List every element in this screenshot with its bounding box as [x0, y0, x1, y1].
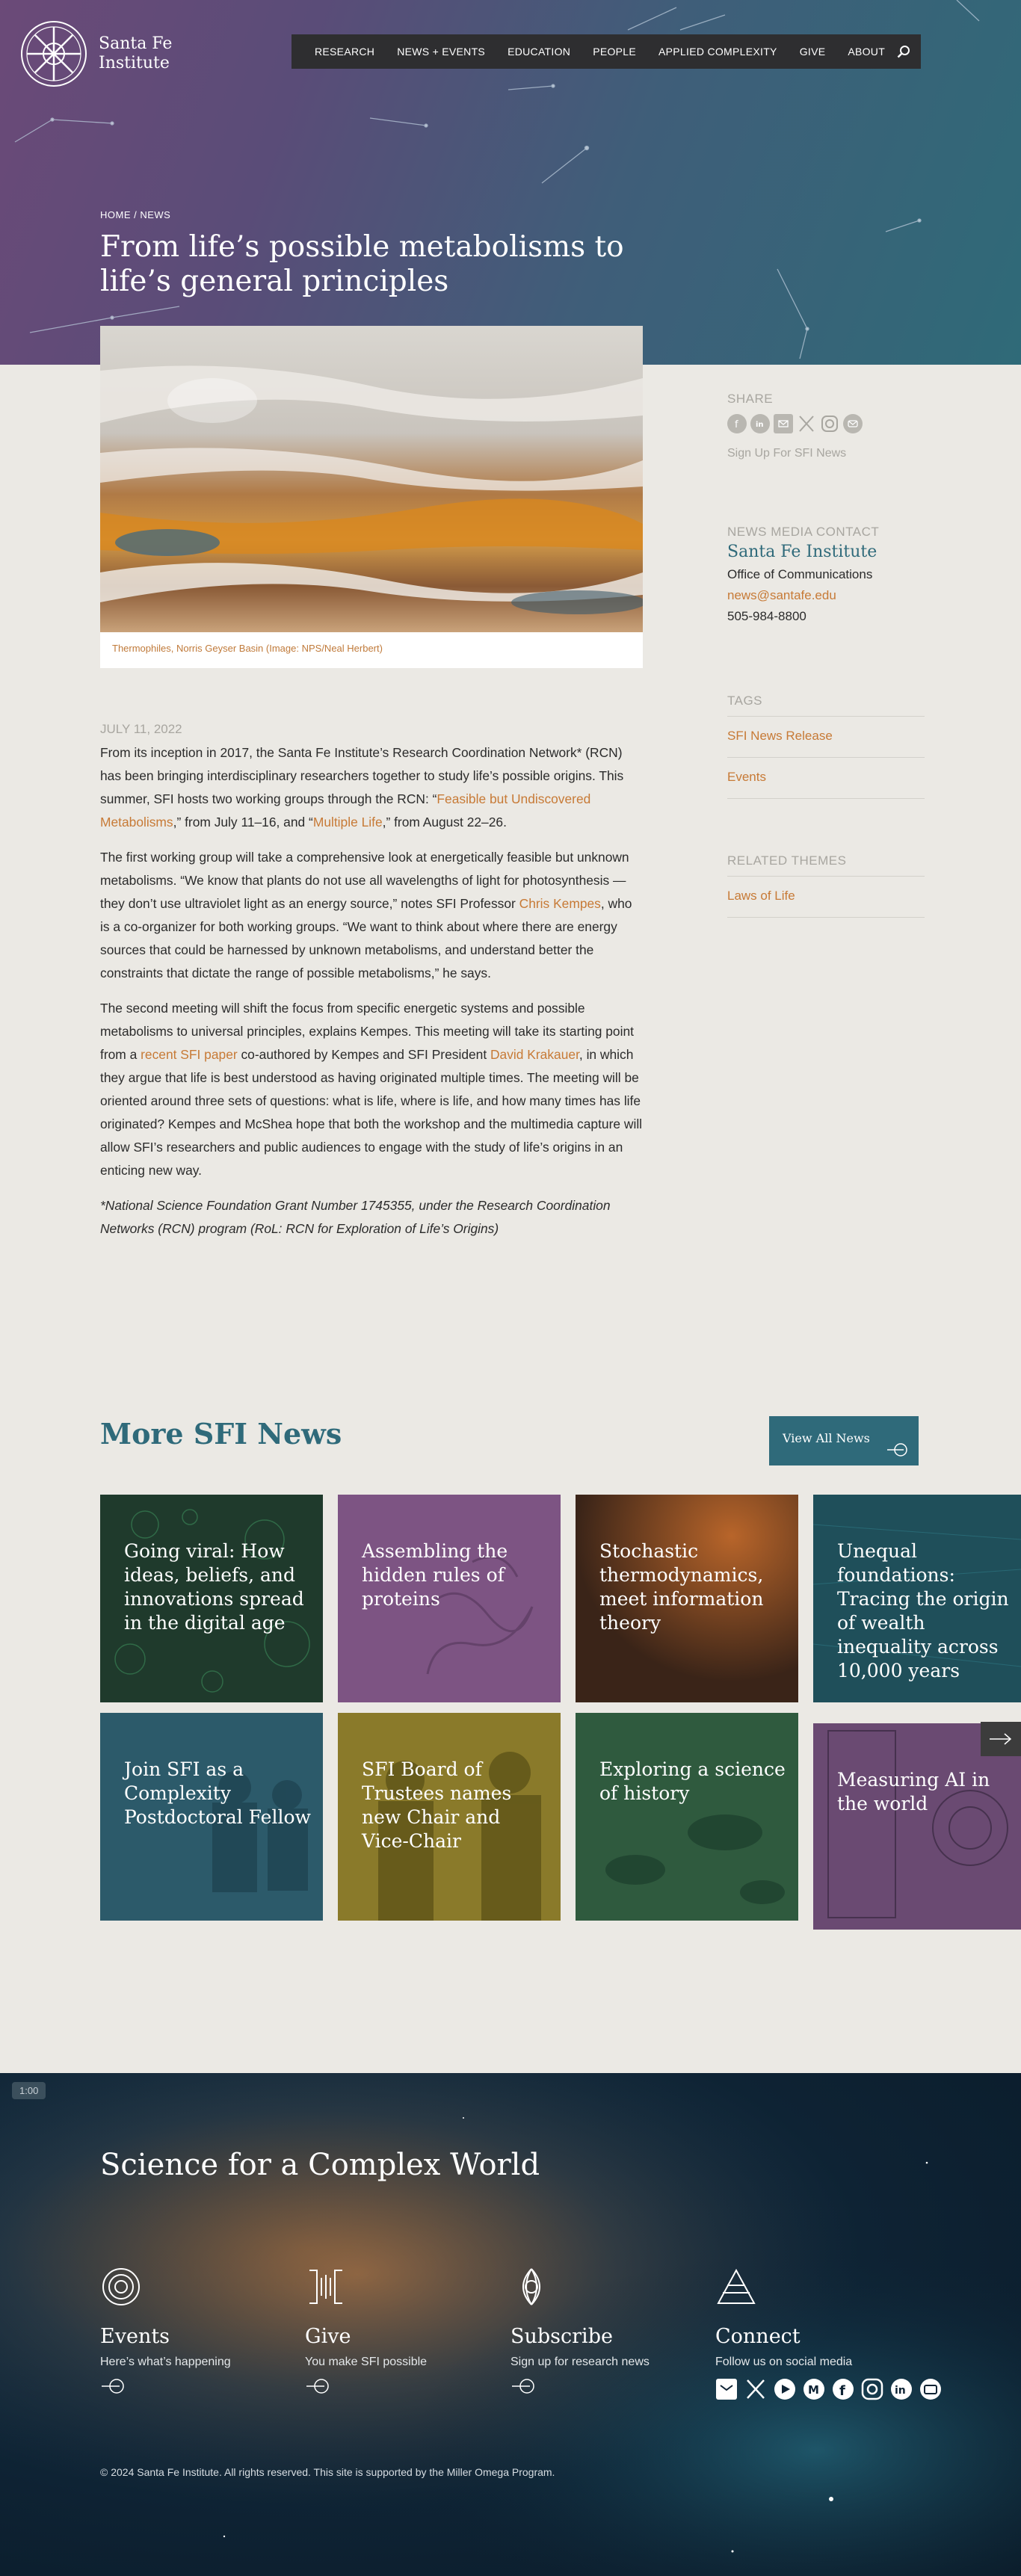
connect-icon — [715, 2266, 757, 2308]
paragraph-1: From its inception in 2017, the Santa Fe Institute’s Research Coordination Network* (RCN) has been bringing interdisciplinary researchers together to study life’s possible origins. This summer, SFI hosts two working groups through the RCN: “Feasible but Undiscovered Metabolisms,” from July 11–16, and “Multiple Life,” from August 22–26. — [100, 745, 624, 830]
breadcrumb[interactable]: HOME / NEWS — [100, 209, 171, 220]
news-card-7[interactable] — [576, 1713, 798, 1921]
contact-email[interactable]: news@santafe.edu — [727, 588, 836, 602]
svg-text:in: in — [756, 421, 764, 429]
footer-col-heading: Give — [305, 2325, 351, 2348]
footer-col-sub: Here’s what’s happening — [100, 2356, 231, 2368]
contact-section — [727, 525, 879, 624]
instagram-icon[interactable] — [820, 414, 839, 433]
card-title: Assembling the hidden rules of proteins — [362, 1540, 508, 1610]
card-title: Unequal foundations: Tracing the origin of wealth inequality across 10,000 years — [837, 1540, 1009, 1681]
footer-col-heading: Connect — [715, 2325, 801, 2348]
news-card-6[interactable] — [338, 1713, 561, 1921]
tags-heading: TAGS — [727, 694, 763, 708]
page-title: From life’s possible metabolisms to life’s general principles — [100, 230, 624, 298]
hero-figure — [100, 326, 643, 668]
footer-col-subscribe[interactable] — [510, 2266, 650, 2398]
arrow-right-icon — [510, 2378, 650, 2398]
logo[interactable] — [19, 19, 172, 88]
tag-events[interactable]: Events — [727, 757, 925, 799]
target-icon — [100, 2266, 142, 2308]
footer-col-give[interactable] — [305, 2266, 427, 2398]
footer-col-sub: Follow us on social media — [715, 2356, 853, 2368]
tags-section — [727, 694, 925, 799]
card-title: Exploring a science of history — [599, 1758, 786, 1804]
card-texture — [576, 1713, 798, 1921]
contact-phone: 505-984-8800 — [727, 609, 806, 623]
svg-text:M: M — [808, 2383, 819, 2397]
figure-caption: Thermophiles, Norris Geyser Basin (Image: NPS/Neal Herbert) — [112, 643, 383, 654]
contact-name: Santa Fe Institute — [727, 543, 877, 561]
tag-sfi-news-release[interactable]: SFI News Release — [727, 716, 925, 757]
news-card-4[interactable] — [813, 1495, 1021, 1702]
article-body — [100, 722, 643, 1253]
medium-icon[interactable] — [803, 2378, 825, 2404]
sfi-logo-icon — [19, 19, 88, 88]
logo-text-line2: Institute — [99, 54, 170, 72]
x-icon[interactable] — [744, 2378, 767, 2404]
card-title: Going viral: How ideas, beliefs, and innovations spread in the digital age — [124, 1540, 304, 1634]
link-chris-kempes[interactable]: Chris Kempes — [519, 896, 601, 911]
footnote: *National Science Foundation Grant Number 1745355, under the Research Coordination Networks (RCN) program (RoL: RCN for Exploration of Life’s Origins) — [100, 1198, 611, 1236]
card-title: Stochastic thermodynamics, meet information theory — [599, 1540, 764, 1634]
nav-applied-complexity[interactable]: APPLIED COMPLEXITY — [658, 46, 777, 58]
timer-badge: 1:00 — [12, 2082, 46, 2099]
share-section — [727, 392, 863, 460]
youtube-icon[interactable] — [774, 2378, 796, 2404]
copyright: © 2024 Santa Fe Institute. All rights reserved. This site is supported by the Miller Omega Program. — [100, 2466, 555, 2478]
footer-col-heading: Subscribe — [510, 2325, 613, 2348]
link-feasible-metabolisms[interactable]: Feasible but Undiscovered Metabolisms — [100, 791, 591, 830]
link-david-krakauer[interactable]: David Krakauer — [490, 1047, 579, 1062]
svg-text:f: f — [839, 2383, 845, 2399]
subscribe-icon — [510, 2266, 552, 2308]
card-title: Join SFI as a Complexity Postdoctoral Fellow — [124, 1758, 311, 1828]
arrow-right-icon — [305, 2378, 427, 2398]
themes-heading: RELATED THEMES — [727, 853, 847, 868]
news-card-3[interactable] — [576, 1495, 798, 1702]
card-title: Measuring AI in the world — [837, 1769, 990, 1814]
mail-icon[interactable] — [843, 414, 863, 433]
instagram-icon[interactable] — [861, 2378, 883, 2404]
search-icon[interactable] — [896, 44, 910, 59]
nav-education[interactable]: EDUCATION — [508, 46, 571, 58]
more-news-heading: More SFI News — [100, 1417, 342, 1451]
x-icon[interactable] — [797, 414, 816, 433]
give-icon — [305, 2266, 347, 2308]
arrow-right-icon — [988, 1732, 1014, 1746]
hero-banner — [0, 0, 1021, 365]
svg-text:in: in — [895, 2385, 906, 2397]
view-all-news-button[interactable] — [769, 1416, 919, 1465]
geyser-basin-image — [100, 326, 643, 632]
main-nav — [292, 34, 921, 69]
contact-office: Office of Communications — [727, 567, 873, 581]
footer-col-sub: Sign up for research news — [510, 2356, 650, 2368]
article-date: JULY 11, 2022 — [100, 722, 182, 736]
link-multiple-life[interactable]: Multiple Life — [312, 815, 383, 830]
nav-give[interactable]: GIVE — [799, 46, 826, 58]
footer — [0, 2073, 1021, 2576]
share-heading: SHARE — [727, 392, 774, 406]
logo-text-line1: Santa Fe — [99, 34, 173, 53]
link-recent-sfi-paper[interactable]: recent SFI paper — [141, 1047, 238, 1062]
email-icon[interactable] — [774, 414, 793, 433]
nav-about[interactable]: ABOUT — [848, 46, 886, 58]
email-icon[interactable] — [715, 2378, 738, 2404]
svg-text:f: f — [735, 419, 738, 429]
nav-research[interactable]: RESEARCH — [315, 46, 375, 58]
footer-col-heading: Events — [100, 2325, 170, 2348]
footer-col-events[interactable] — [100, 2266, 231, 2398]
nav-news-events[interactable]: NEWS + EVENTS — [397, 46, 486, 58]
footer-col-sub: You make SFI possible — [305, 2356, 428, 2368]
theme-laws-of-life[interactable]: Laws of Life — [727, 876, 925, 918]
arrow-right-icon — [886, 1442, 908, 1458]
view-all-label: View All News — [783, 1431, 870, 1445]
contact-heading: NEWS MEDIA CONTACT — [727, 525, 880, 539]
news-card-2[interactable] — [338, 1495, 561, 1702]
signup-link[interactable]: Sign Up For SFI News — [727, 447, 847, 460]
card-title: SFI Board of Trustees names new Chair and Vice-Chair — [362, 1758, 512, 1852]
news-card-1[interactable] — [100, 1495, 323, 1702]
social-links — [715, 2378, 942, 2404]
paragraph-2: The first working group will take a comprehensive look at energetically feasible but unknown metabolisms. “We know that plants do not use all wavelengths of light for photosynthesis — they don’t use ultraviolet light as an energy source,” notes SFI Professor Chris Kempes, who is a co-organizer for both working groups. “We want to think about where there are energy sources that could be harnessed by unknown metabolisms, and understand better the constraints that dictate the range of possible metabolisms,” he says. — [100, 850, 632, 980]
footer-col-connect — [715, 2266, 942, 2404]
linkedin-icon[interactable] — [890, 2378, 913, 2404]
footer-tagline: Science for a Complex World — [100, 2148, 540, 2182]
nav-people[interactable]: PEOPLE — [593, 46, 637, 58]
themes-section — [727, 853, 925, 918]
arrow-right-icon — [100, 2378, 231, 2398]
facebook-icon[interactable] — [832, 2378, 854, 2404]
news-card-5[interactable] — [100, 1713, 323, 1921]
paragraph-3: The second meeting will shift the focus from specific energetic systems and possible metabolisms to universal principles, explains Kempes. This meeting will take its starting point from a recent SFI paper co-authored by Kempes and SFI President David Krakauer, in which they argue that life is best understood as having originated multiple times. The meeting will be oriented around three sets of questions: what is life, where is life, and how many times has life originated? Kempes and McShea hope that both the workshop and the multimedia capture will allow SFI’s researchers and public audiences to engage with the study of life’s origins in an enticing new way. — [100, 1001, 643, 1178]
facebook-icon[interactable] — [727, 414, 747, 433]
carousel-next-button[interactable] — [981, 1722, 1021, 1756]
linkedin-icon[interactable] — [750, 414, 770, 433]
mail-icon[interactable] — [919, 2378, 942, 2404]
